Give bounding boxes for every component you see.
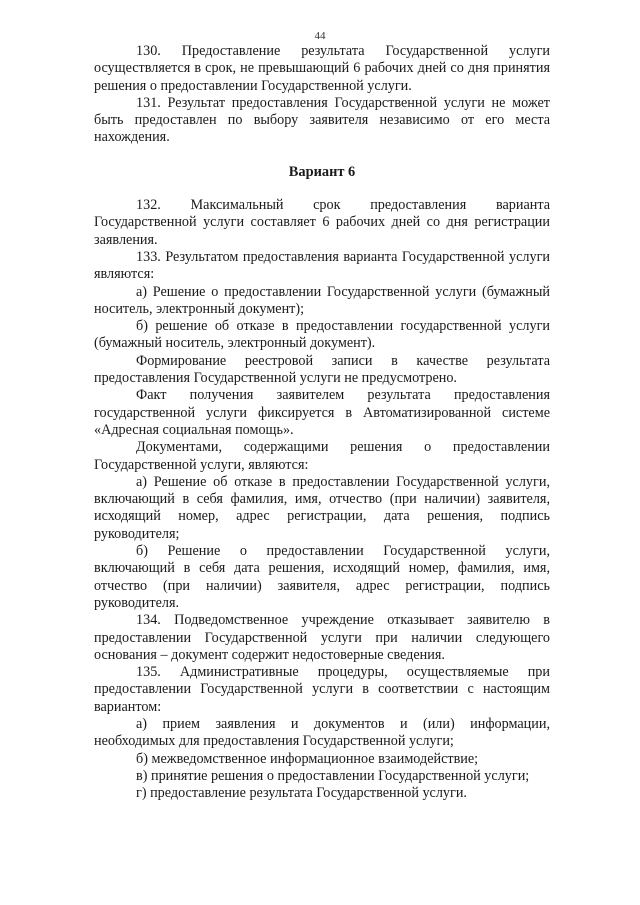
- paragraph-documents-b: б) Решение о предоставлении Государственной услуги, включающий в себя дата решения, исходящий номер, фамилия, имя, отчество (при наличии) заявителя, адрес регистрации, подпись руководителя.: [94, 543, 550, 611]
- paragraph-132: 132. Максимальный срок предоставления варианта Государственной услуги составляет 6 рабочих дней со дня регистрации заявления.: [94, 197, 550, 248]
- paragraph-133-a: а) Решение о предоставлении Государственной услуги (бумажный носитель, электронный документ);: [94, 283, 550, 317]
- paragraph-documents: Документами, содержащими решения о предоставлении Государственной услуги, являются:: [94, 439, 550, 473]
- paragraph-135-g: г) предоставление результата Государственной услуги.: [136, 785, 467, 802]
- paragraph-registry-record: Формирование реестровой записи в качестве результата предоставления Государственной услуги не предусмотрено.: [94, 352, 550, 387]
- paragraph-135-a: а) прием заявления и документов и (или) информации, необходимых для предоставления Государственной услуги;: [94, 715, 550, 750]
- paragraph-131: 131. Результат предоставления Государственной услуги не может быть предоставлен по выбору заявителя независимо от его места нахождения.: [94, 94, 550, 146]
- paragraph-receipt-fact: Факт получения заявителем результата предоставления государственной услуги фиксируется в Автоматизированной системе «Адресная социальная помощь».: [94, 387, 550, 438]
- paragraph-133: 133. Результатом предоставления варианта Государственной услуги являются:: [94, 248, 550, 283]
- section-heading: Вариант 6: [288, 163, 356, 180]
- paragraph-135: 135. Административные процедуры, осуществляемые при предоставлении Государственной услуги в соответствии с настоящим вариантом:: [94, 664, 550, 715]
- paragraph-134: 134. Подведомственное учреждение отказывает заявителю в предоставлении Государственной услуги при наличии следующего основания – документ содержит недостоверные сведения.: [94, 612, 550, 663]
- paragraph-135-v: в) принятие решения о предоставлении Государственной услуги;: [136, 767, 530, 784]
- document-body: [94, 43, 550, 802]
- paragraph-documents-a: а) Решение об отказе в предоставлении Государственной услуги, включающий в себя фамилия, имя, отчество (при наличии) заявителя, исходящий номер, адрес регистрации, дата решения, подпись руководителя;: [94, 473, 550, 542]
- page-number: 44: [314, 30, 326, 42]
- paragraph-135-b: б) межведомственное информационное взаимодействие;: [136, 750, 479, 767]
- paragraph-130: 130. Предоставление результата Государственной услуги осуществляется в срок, не превышающий 6 рабочих дней со дня принятия решения о предоставлении Государственной услуги.: [94, 43, 550, 94]
- paragraph-133-b: б) решение об отказе в предоставлении государственной услуги (бумажный носитель, электронный документ).: [94, 318, 550, 352]
